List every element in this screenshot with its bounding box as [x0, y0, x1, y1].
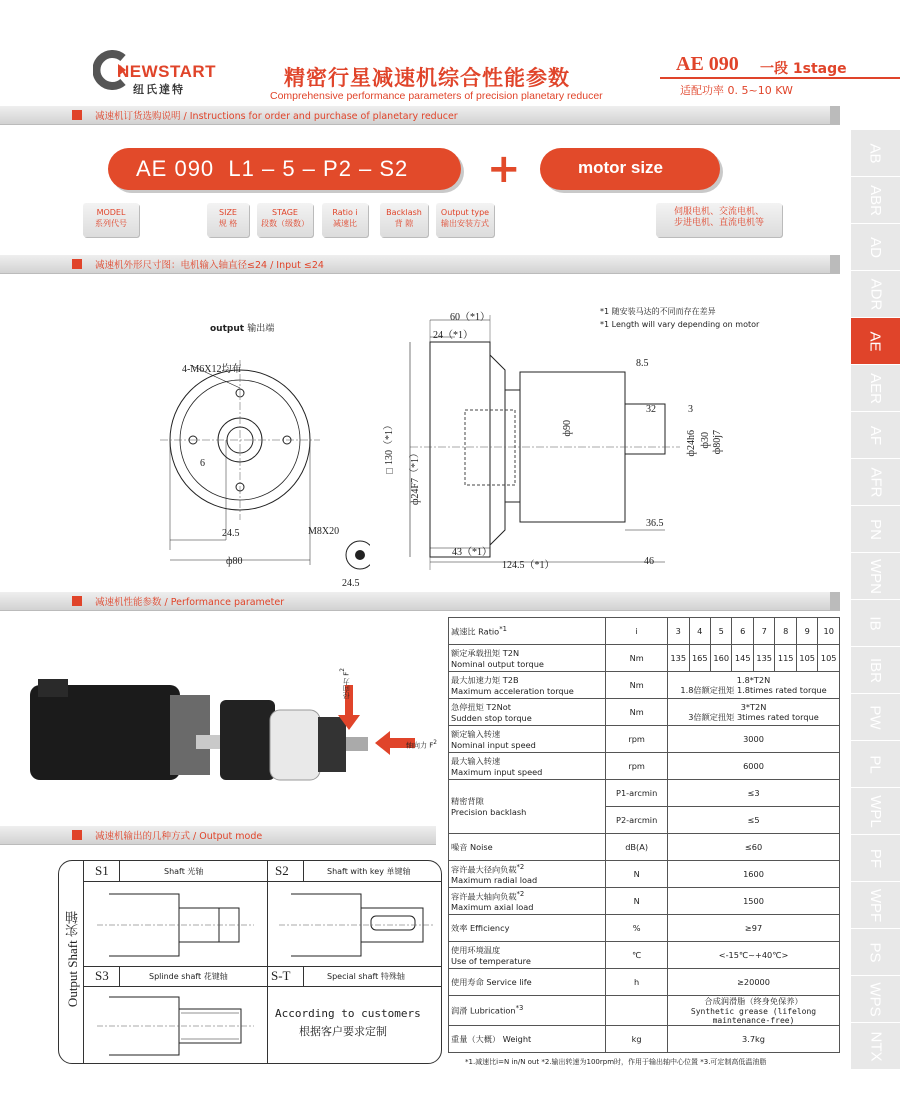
table-row: 额定承载扭矩 T2N Nominal output torque Nm 135 165 160 145 135 115 105 105	[449, 645, 840, 672]
table-row: 精密背隙 Precision backlash P1-arcmin ≤3	[449, 780, 840, 807]
s3-code: S3	[95, 968, 109, 983]
dim-phi90: ф90	[562, 420, 573, 437]
plus-sign: +	[487, 146, 521, 192]
table-footnote: *1.减速比i=N in/N out *2.输出转速为100rpm时，作用于输出轴中心位置 *3.可定制高低温油脂	[465, 1058, 767, 1066]
drawing-note-en: *1 Length will vary depending on motor	[600, 320, 760, 329]
table-row: 急停扭矩 T2Not Sudden stop torque Nm 3*T2N 3倍额定扭矩 3times rated torque	[449, 699, 840, 726]
tab-pw[interactable]: PW	[851, 694, 900, 741]
tab-pn[interactable]: PN	[851, 506, 900, 553]
dim-phi30: ф30	[700, 432, 711, 449]
tab-wps[interactable]: WPS	[851, 976, 900, 1023]
brand-logo	[93, 50, 233, 95]
tab-ib[interactable]: IB	[851, 600, 900, 647]
tag-output-type: Output type 输出安装方式	[436, 203, 494, 237]
table-row: 润滑 Lubrication$^{*3}$ 合成润滑脂（终身免保养） Synthetic grease (lifelong maintenance-free)	[449, 996, 840, 1026]
logo-sub: 纽氏達特	[133, 83, 185, 96]
custom-en: According to customers	[275, 1007, 421, 1020]
dim-24-5b: 24.5	[342, 578, 360, 589]
tab-adr[interactable]: ADR	[851, 271, 900, 318]
front-view-drawing	[150, 340, 370, 600]
side-view-drawing	[390, 300, 690, 585]
order-code: AE 090 L1 – 5 – P2 – S2	[136, 156, 409, 181]
dim-m8: M8X20	[308, 526, 340, 537]
s2-code: S2	[275, 863, 289, 878]
shaft-s3-drawing	[89, 991, 264, 1061]
dim-36-5: 36.5	[646, 518, 664, 529]
model-title: AE 090	[676, 53, 739, 75]
tab-aer[interactable]: AER	[851, 365, 900, 412]
order-code-pill	[108, 148, 461, 190]
section-marker	[72, 110, 82, 120]
shaft-s1-drawing	[89, 886, 264, 964]
s1-name: Shaft 光轴	[164, 867, 204, 876]
table-row: 减速比 Ratio$^{*1}$ i 3 4 5 6 7 8 9 10	[449, 618, 840, 645]
custom-cn: 根据客户要求定制	[299, 1025, 387, 1038]
dim-24: 24（*1）	[433, 330, 473, 341]
tag-model: MODEL 系列代号	[83, 203, 139, 237]
dim-sq130: □130（*1）	[384, 420, 395, 476]
dim-8-5: 8.5	[636, 358, 649, 369]
drawing-note-cn: *1 随安装马达的不同而存在差异	[600, 307, 716, 316]
table-row: 额定输入转速 Nominal input speed rpm 3000	[449, 726, 840, 753]
tab-abr[interactable]: ABR	[851, 177, 900, 224]
section-dimension-label: 减速机外形尺寸图：电机输入轴直径≤24 / Input ≤24	[95, 260, 324, 271]
shaft-s2-drawing	[271, 886, 439, 964]
table-row: 使用环境温度 Use of temperature ℃ <-15℃~+40℃>	[449, 942, 840, 969]
output-shaft-box	[58, 860, 442, 1064]
dim-phi80: ф80	[226, 556, 243, 567]
header-rule	[660, 77, 900, 79]
section-order-bar	[0, 106, 840, 125]
tab-ae[interactable]: AE	[851, 318, 900, 365]
dim-phi24h6: ф24h6	[686, 430, 697, 457]
logo-text: NEWSTART	[117, 62, 217, 81]
output-shaft-label: Output Shaft 实轴	[65, 911, 80, 1008]
table-row: 最大输入转速 Maximum input speed rpm 6000	[449, 753, 840, 780]
model-stage: 一段 1stage	[760, 61, 847, 77]
table-row: 使用寿命 Service life h ≥20000	[449, 969, 840, 996]
section-output-bar	[0, 826, 436, 845]
motor-size-pill	[540, 148, 720, 190]
radial-force-label: 径向力 $F^2$	[340, 668, 351, 699]
table-row: 容许最大径向负载$^{*2}$ Maximum radial load N 1600	[449, 861, 840, 888]
table-row: 噪音 Noise dB(A) ≤60	[449, 834, 840, 861]
st-code: S-T	[271, 968, 291, 983]
page-title: 精密行星减速机综合性能参数	[284, 66, 570, 90]
dim-3: 3	[688, 404, 693, 415]
output-label: output 输出端	[210, 324, 275, 334]
table-row: 效率 Efficiency % ≥97	[449, 915, 840, 942]
dim-124-5: 124.5（*1）	[502, 560, 555, 571]
tab-afr[interactable]: AFR	[851, 459, 900, 506]
tab-wpn[interactable]: WPN	[851, 553, 900, 600]
dim-phi80j7: ф80j7	[712, 430, 723, 455]
tag-backlash: Backlash 背 隙	[380, 203, 428, 237]
dim-24-5: 24.5	[222, 528, 240, 539]
section-dimension-bar	[0, 255, 840, 274]
table-row: P2-arcmin ≤5	[449, 807, 840, 834]
motor-size-label: motor size	[578, 158, 664, 177]
section-output-label: 减速机输出的几种方式 / Output mode	[95, 831, 263, 842]
tab-ad[interactable]: AD	[851, 224, 900, 271]
axial-force-label: 轴向力 $F^2$	[406, 740, 437, 750]
tab-pf[interactable]: PF	[851, 835, 900, 882]
table-row: 重量（大概） Weight kg 3.7kg	[449, 1026, 840, 1053]
dim-holes: 4-M6X12均布	[182, 364, 242, 375]
tab-ps[interactable]: PS	[851, 929, 900, 976]
model-power: 适配功率 0. 5~10 KW	[680, 84, 793, 97]
dim-6: 6	[200, 458, 205, 469]
tab-ibr[interactable]: IBR	[851, 647, 900, 694]
table-row: 最大加速力矩 T2B Maximum acceleration torque Nm 1.8*T2N 1.8倍额定扭矩 1.8times rated torque	[449, 672, 840, 699]
tab-wpf[interactable]: WPF	[851, 882, 900, 929]
gearbox-motor-illustration	[20, 655, 430, 815]
tab-ntx[interactable]: NTX	[851, 1023, 900, 1070]
performance-table	[448, 617, 840, 1053]
s1-code: S1	[95, 863, 109, 878]
section-order-label: 减速机订货选购说明 / Instructions for order and purchase of planetary reducer	[95, 111, 458, 122]
tag-stage: STAGE 段数（级数）	[257, 203, 313, 237]
tab-ab[interactable]: AB	[851, 130, 900, 177]
section-performance-label: 减速机性能参数 / Performance parameter	[95, 597, 285, 608]
section-performance-bar	[0, 592, 840, 611]
s3-name: Splinde shaft 花键轴	[149, 972, 228, 981]
st-name: Special shaft 特殊轴	[327, 972, 405, 981]
tab-pl[interactable]: PL	[851, 741, 900, 788]
tab-wpl[interactable]: WPL	[851, 788, 900, 835]
s2-name: Shaft with key 单键轴	[327, 867, 411, 876]
dim-60: 60（*1）	[450, 312, 490, 323]
dim-32: 32	[646, 404, 656, 415]
page-subtitle: Comprehensive performance parameters of precision planetary reducer	[270, 90, 603, 102]
table-row: 容许最大轴向负载$^{*2}$ Maximum axial load N 1500	[449, 888, 840, 915]
dim-46: 46	[644, 556, 654, 567]
tag-size: SIZE 规 格	[207, 203, 249, 237]
tag-ratio: Ratio i 减速比	[322, 203, 368, 237]
tab-af[interactable]: AF	[851, 412, 900, 459]
dim-43: 43（*1）	[452, 547, 492, 558]
dim-phi24f7: ф24F7（*1）	[410, 448, 421, 506]
tag-motor-types: 伺服电机、交流电机、 步进电机、直流电机等	[656, 203, 782, 237]
